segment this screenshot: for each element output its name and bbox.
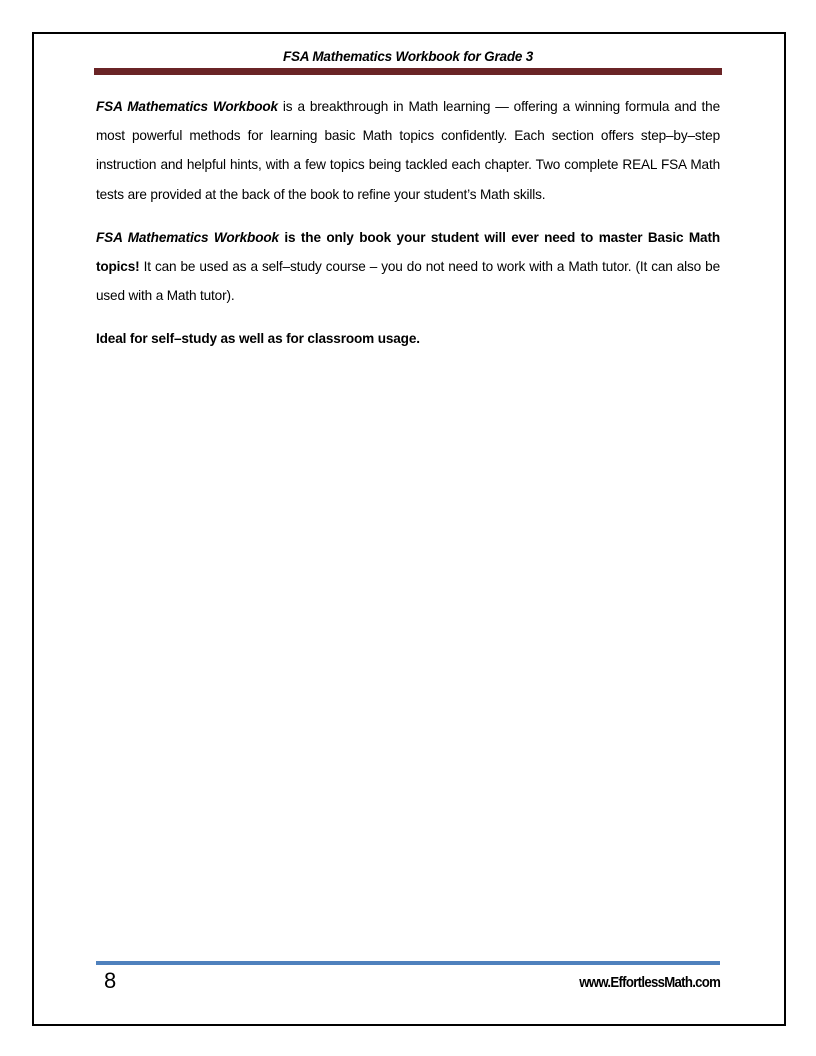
running-header-title: FSA Mathematics Workbook for Grade 3 bbox=[282, 49, 534, 64]
claim-paragraph-text: It can be used as a self–study course – you do not need to work with a Math tutor. (It can also be used with a Math tutor). bbox=[96, 259, 720, 304]
claim-bold-text: is the only book your student will ever need to master Basic Math topics bbox=[96, 229, 720, 275]
header-rule bbox=[94, 68, 722, 75]
footer-website: www.EffortlessMath.com bbox=[579, 974, 720, 991]
claim-paragraph bbox=[96, 223, 720, 311]
book-title-emphasis: FSA Mathematics Workbook bbox=[96, 99, 278, 114]
usage-paragraph bbox=[96, 324, 720, 353]
book-title-emphasis: FSA Mathematics Workbook bbox=[96, 229, 279, 245]
claim-exclamation: ! bbox=[135, 259, 140, 275]
page-number: 8 bbox=[104, 968, 117, 993]
footer-rule bbox=[96, 961, 720, 965]
page-body bbox=[96, 92, 720, 368]
intro-paragraph bbox=[96, 92, 720, 209]
usage-bold-text: Ideal for self–study as well as for classroom usage. bbox=[96, 331, 420, 347]
intro-paragraph-text: is a breakthrough in Math learning — offering a winning formula and the most powerful methods for learning basic Math topics confidently. Each section offers step–by–step instruction and helpful hints, with a few topics being tackled each chapter. Two complete REAL FSA Math tests are provided at the back of the book to refine your student’s Math skills. bbox=[96, 99, 720, 202]
